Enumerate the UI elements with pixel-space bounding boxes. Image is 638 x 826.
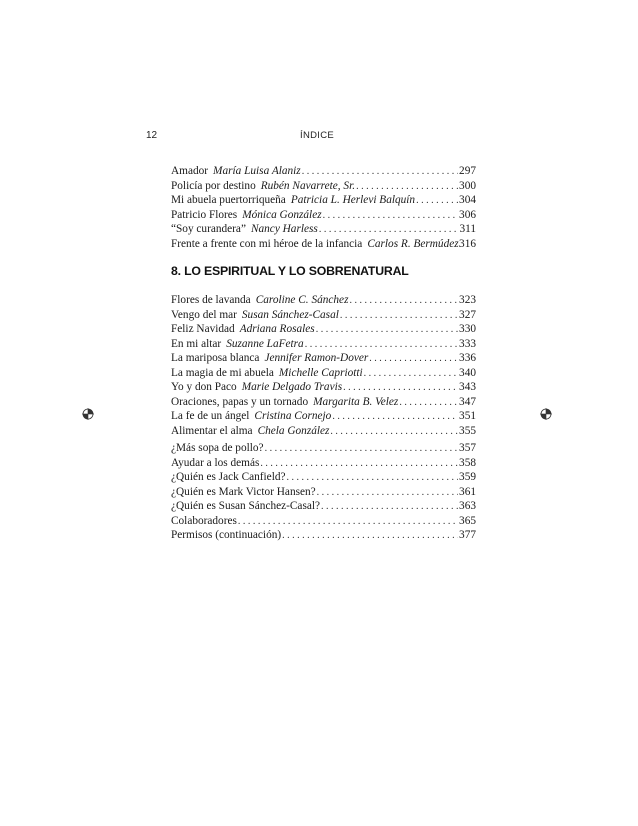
dot-leader (323, 209, 458, 224)
toc-entry[interactable] (171, 337, 476, 352)
entry-title: Amador (171, 165, 209, 177)
entry-title: Flores de lavanda (171, 294, 251, 306)
page-number: 12 (146, 130, 158, 141)
entry-page: 358 (459, 456, 476, 469)
toc-entry[interactable] (171, 456, 476, 471)
entry-author: Chela González (257, 424, 330, 437)
running-header-title: ÍNDICE (300, 130, 334, 141)
entry-author: Caroline C. Sánchez (255, 294, 349, 306)
dot-leader (364, 367, 458, 382)
entry-title: Oraciones, papas y un tornado (171, 395, 309, 408)
dot-leader (416, 194, 458, 209)
dot-leader (260, 457, 458, 472)
entry-author: Nancy Harless (250, 223, 318, 235)
toc-entry[interactable] (171, 409, 476, 424)
registration-mark-icon (540, 408, 552, 420)
entry-page: 311 (459, 223, 476, 235)
entry-author: Patricia L. Herlevi Balquín (290, 194, 416, 206)
entry-title: Frente a frente con mi héroe de la infancia (171, 237, 363, 250)
toc-entry[interactable] (171, 208, 476, 223)
dot-leader (238, 515, 458, 530)
toc-entry[interactable] (171, 351, 476, 366)
entry-title: Permisos (continuación) (171, 529, 282, 541)
toc-entry[interactable] (171, 395, 476, 410)
entry-page: 361 (459, 485, 476, 498)
entry-page: 327 (459, 308, 476, 321)
toc-section-a (171, 164, 476, 251)
entry-author: Suzanne LaFetra (226, 337, 304, 350)
entry-author: Carlos R. Bermúdez (367, 237, 459, 250)
dot-leader (265, 442, 458, 457)
entry-title: Patricio Flores (171, 208, 238, 221)
entry-page: 297 (459, 165, 476, 177)
entry-page: 306 (459, 208, 476, 221)
toc-entry[interactable] (171, 293, 476, 308)
entry-author: Michelle Capriotti (278, 366, 363, 379)
toc-entry[interactable] (171, 499, 476, 514)
entry-page: 357 (459, 442, 476, 454)
dot-leader (343, 381, 458, 396)
dot-leader (340, 309, 458, 324)
entry-page: 365 (459, 514, 476, 527)
entry-page: 343 (459, 381, 476, 393)
dot-leader (321, 500, 458, 515)
dot-leader (282, 529, 458, 544)
dot-leader (302, 165, 458, 180)
toc-entry[interactable] (171, 222, 476, 237)
entry-page: 333 (459, 337, 476, 350)
entry-author: Margarita B. Velez (313, 395, 399, 408)
dot-leader (330, 425, 458, 440)
toc-section-c (171, 441, 476, 543)
entry-author: Marie Delgado Travis (241, 381, 343, 393)
toc-entry[interactable] (171, 193, 476, 208)
entry-title: Vengo del mar (171, 308, 237, 321)
toc-entry[interactable] (171, 514, 476, 529)
toc-section-b (171, 293, 476, 438)
entry-page: 355 (459, 424, 476, 437)
entry-page: 377 (459, 529, 476, 541)
entry-title: Feliz Navidad (171, 323, 235, 335)
dot-leader (332, 410, 458, 425)
entry-page: 351 (459, 410, 476, 422)
entry-title: La mariposa blanca (171, 352, 260, 364)
entry-title: La magia de mi abuela (171, 366, 274, 379)
toc-entry[interactable] (171, 528, 476, 543)
dot-leader (356, 180, 458, 195)
entry-author: Cristina Cornejo (254, 410, 332, 422)
entry-page: 330 (459, 323, 476, 335)
toc-entry[interactable] (171, 424, 476, 439)
entry-page: 363 (459, 500, 476, 512)
entry-page: 316 (459, 237, 476, 250)
entry-title: ¿Más sopa de pollo? (171, 442, 264, 454)
toc-entry[interactable] (171, 485, 476, 500)
entry-author: Adriana Rosales (239, 323, 315, 335)
entry-title: Alimentar el alma (171, 424, 253, 437)
entry-title: Policía por destino (171, 179, 256, 192)
entry-title: ¿Quién es Susan Sánchez-Casal? (171, 500, 321, 512)
entry-title: “Soy curandera” (171, 223, 246, 235)
entry-page: 340 (459, 366, 476, 379)
entry-title: ¿Quién es Mark Victor Hansen? (171, 485, 316, 498)
dot-leader (305, 338, 458, 353)
entry-author: Rubén Navarrete, Sr. (260, 179, 356, 192)
entry-title: Mi abuela puertorriqueña (171, 194, 286, 206)
toc-entry[interactable] (171, 179, 476, 194)
entry-title: La fe de un ángel (171, 410, 250, 422)
registration-mark-icon (82, 408, 94, 420)
toc-entry[interactable] (171, 470, 476, 485)
entry-title: ¿Quién es Jack Canfield? (171, 471, 286, 483)
entry-page: 304 (459, 194, 476, 206)
toc-entry[interactable] (171, 366, 476, 381)
entry-title: Yo y don Paco (171, 381, 237, 393)
dot-leader (316, 323, 458, 338)
entry-title: Colaboradores (171, 514, 237, 527)
toc-entry[interactable] (171, 380, 476, 395)
entry-page: 336 (459, 352, 476, 364)
toc-entry[interactable] (171, 164, 476, 179)
entry-page: 359 (459, 471, 476, 483)
dot-leader (317, 486, 458, 501)
entry-author: María Luisa Alaniz (213, 165, 301, 177)
entry-page: 323 (459, 294, 476, 306)
section-heading: 8. LO ESPIRITUAL Y LO SOBRENATURAL (171, 264, 409, 278)
entry-title: En mi altar (171, 337, 222, 350)
dot-leader (319, 223, 459, 238)
entry-author: Mónica González (242, 208, 322, 221)
entry-page: 300 (459, 179, 476, 192)
entry-page: 347 (459, 395, 476, 408)
toc-entry[interactable] (171, 308, 476, 323)
toc-entry[interactable] (171, 441, 476, 456)
toc-entry[interactable] (171, 322, 476, 337)
dot-leader (287, 471, 459, 486)
entry-author: Susan Sánchez-Casal (241, 308, 339, 321)
dot-leader (349, 294, 458, 309)
dot-leader (369, 352, 458, 367)
toc-entry[interactable] (171, 237, 476, 252)
entry-author: Jennifer Ramon-Dover (264, 352, 369, 364)
entry-title: Ayudar a los demás (171, 456, 260, 469)
dot-leader (399, 396, 458, 411)
